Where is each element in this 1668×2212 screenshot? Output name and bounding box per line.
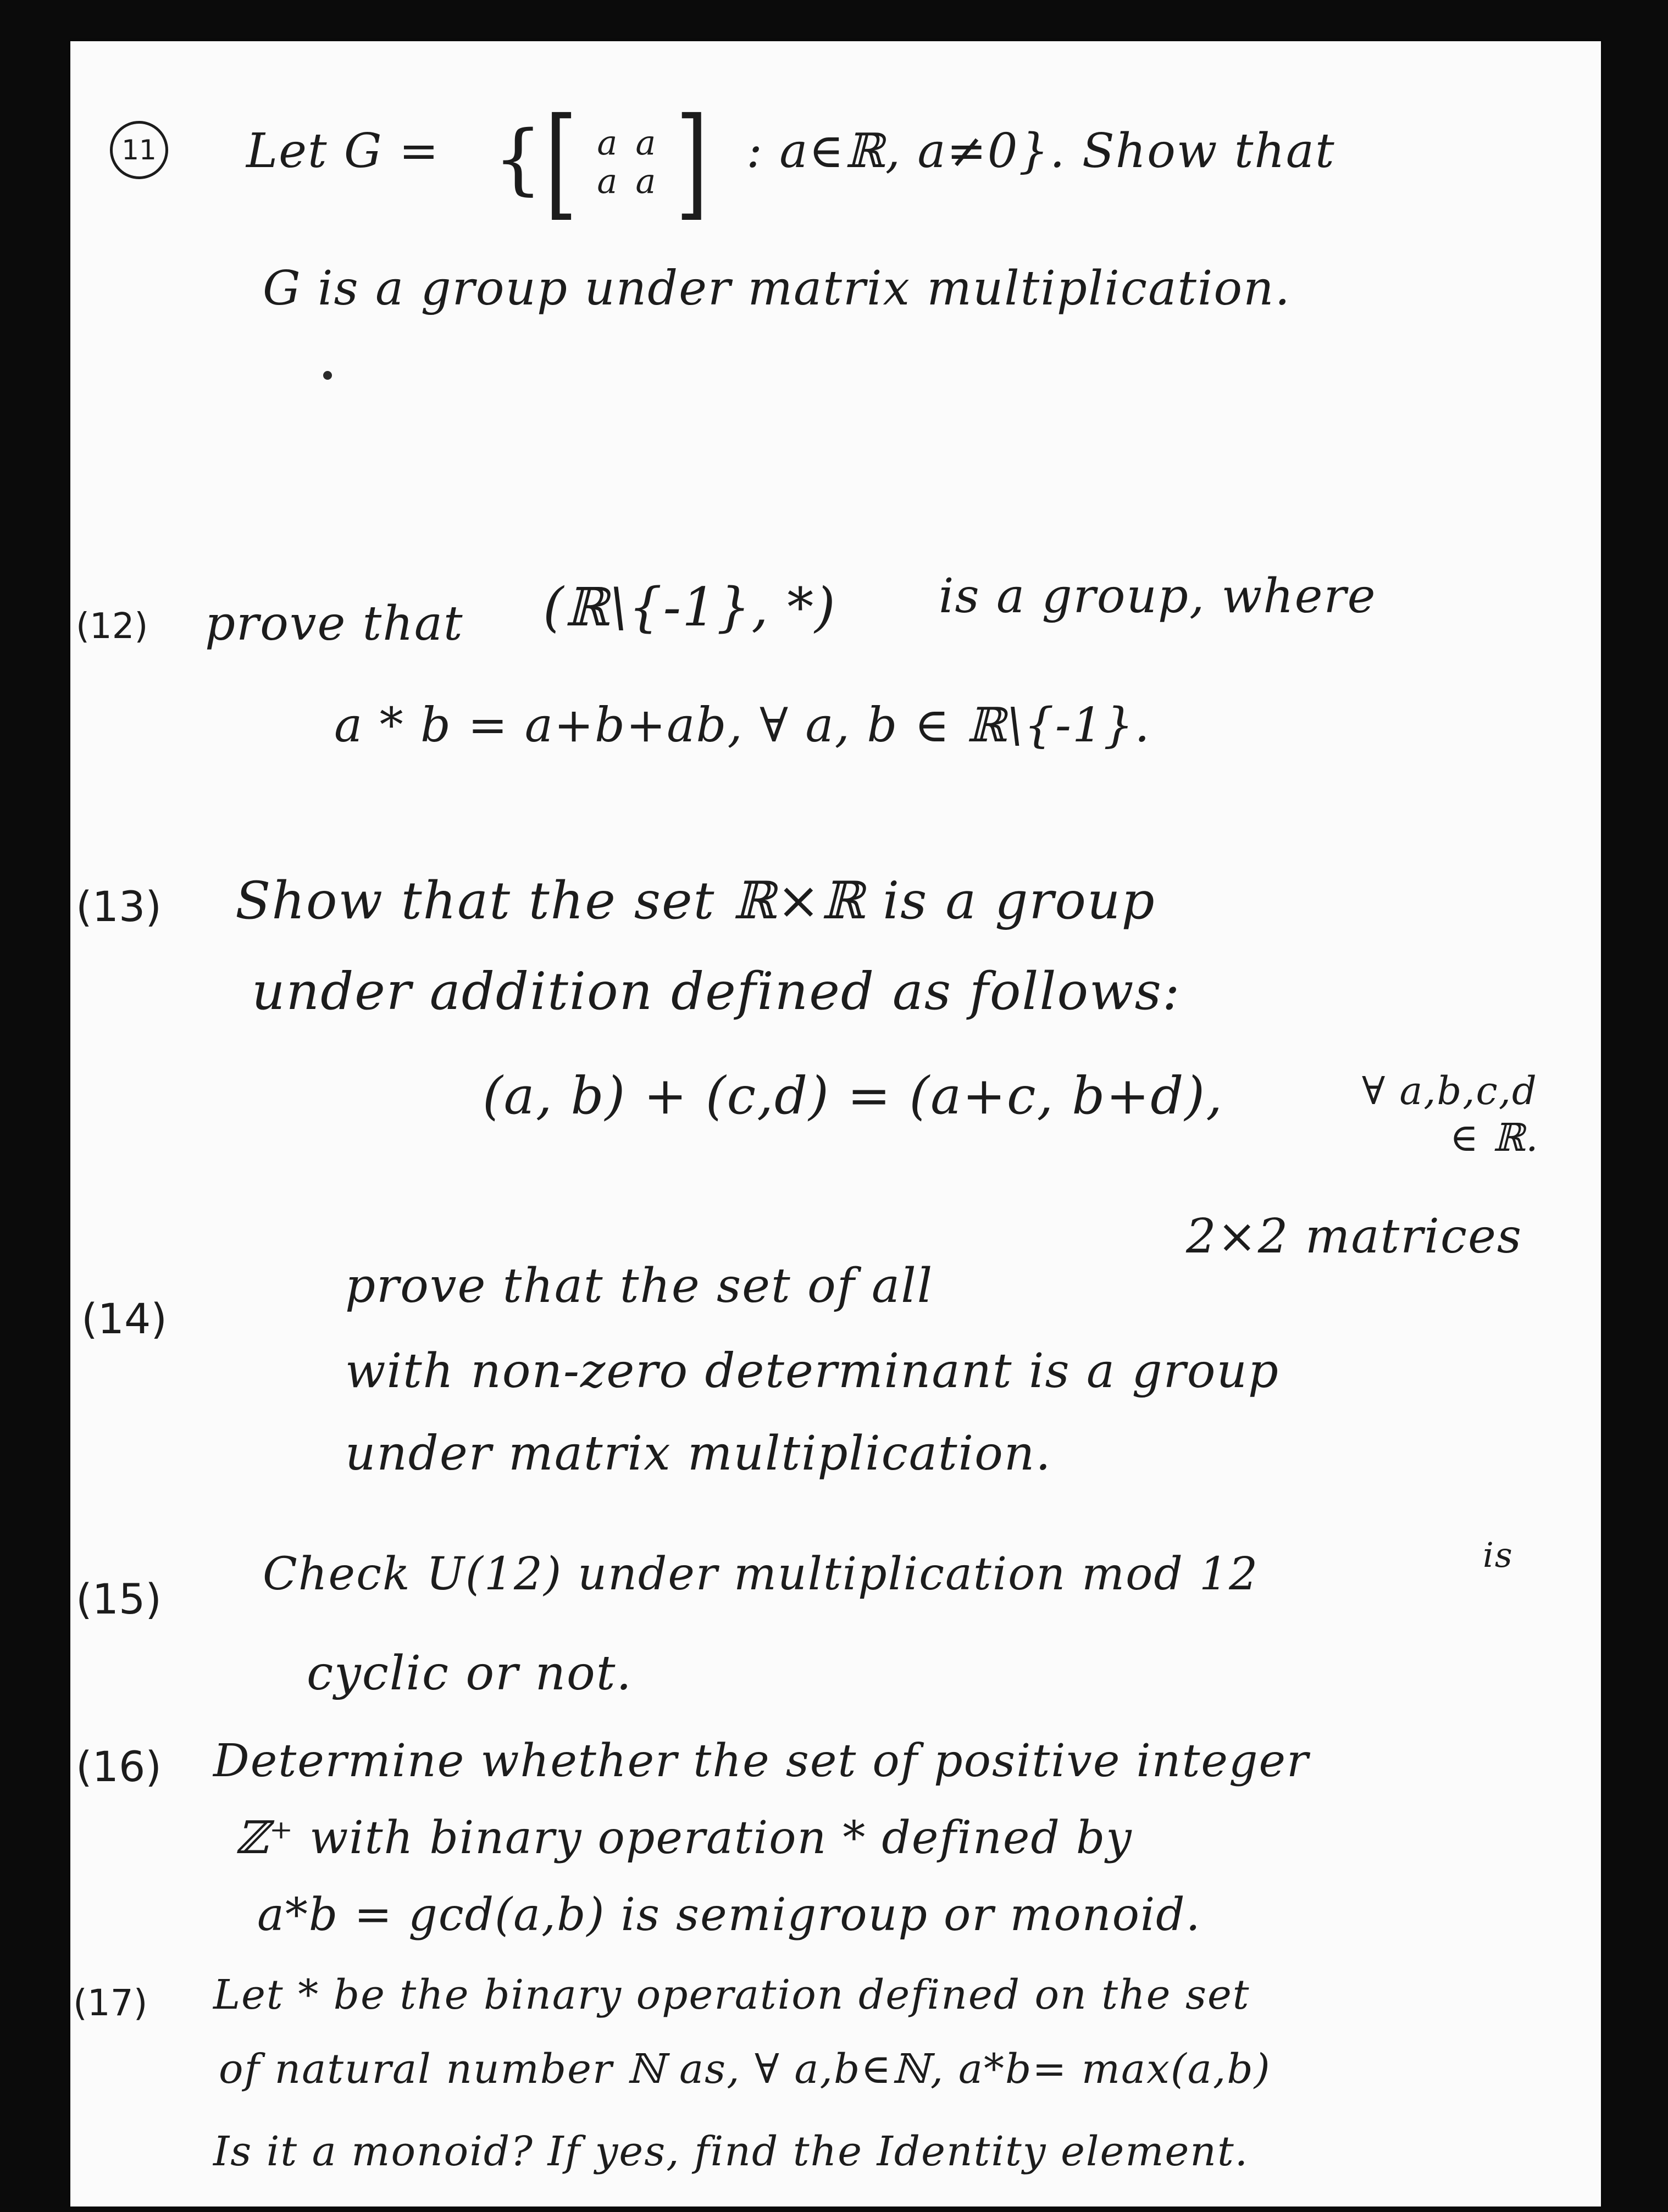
problem-15-line-1-tail: is	[1483, 1535, 1514, 1575]
problem-17-line-3: Is it a monoid? If yes, find the Identity element.	[213, 2128, 1249, 2175]
problem-15-line-2: cyclic or not.	[307, 1646, 633, 1701]
matrix-entry: a	[635, 161, 656, 201]
problem-16-number: (16)	[76, 1742, 162, 1791]
problem-12-line-1a: prove that	[205, 596, 464, 651]
problem-17-line-2: of natural number ℕ as, ∀ a,b∈ℕ, a*b= max(a,b)	[219, 2045, 1271, 2093]
problem-12-line-1b: (ℝ\{-1}, *)	[543, 576, 836, 638]
problem-14-number: (14)	[81, 1294, 168, 1343]
worksheet-page	[70, 41, 1601, 2207]
problem-13-line-3: (a, b) + (c,d) = (a+c, b+d),	[483, 1066, 1223, 1126]
problem-15-line-1: Check U(12) under multiplication mod 12	[263, 1548, 1259, 1600]
problem-11-line-2: G is a group under matrix multiplication.	[263, 261, 1291, 316]
problem-14-line-3: under matrix multiplication.	[345, 1426, 1052, 1481]
pen-dot	[323, 371, 332, 380]
problem-11-lead: Let G =	[246, 124, 440, 179]
problem-13-line-3-tail: ∀ a,b,c,d	[1362, 1068, 1538, 1113]
problem-11-number: 11	[110, 121, 168, 179]
problem-14-line-1a: prove that the set of all	[345, 1259, 934, 1313]
problem-14-line-1b: 2×2 matrices	[1186, 1209, 1523, 1264]
problem-15-number: (15)	[76, 1575, 162, 1623]
problem-11-set-brace: {	[494, 114, 544, 204]
matrix-entry: a	[597, 123, 618, 163]
problem-12-line-1c: is a group, where	[939, 569, 1377, 624]
matrix-entry: a	[635, 123, 656, 163]
problem-13-number: (13)	[76, 882, 162, 931]
problem-16-line-1: Determine whether the set of positive integer	[213, 1735, 1310, 1787]
problem-11-condition: : a∈ℝ, a≠0}. Show that	[746, 124, 1335, 179]
problem-11-matrix: [ a a a a ]	[544, 92, 708, 232]
problem-17-number: (17)	[73, 1982, 148, 2024]
problem-12-line-2: a * b = a+b+ab, ∀ a, b ∈ ℝ\{-1}.	[334, 698, 1151, 753]
problem-13-line-4: ∈ ℝ.	[1450, 1115, 1539, 1160]
matrix-entry: a	[597, 161, 618, 201]
problem-13-line-1: Show that the set ℝ×ℝ is a group	[235, 871, 1156, 931]
problem-16-line-2: ℤ⁺ with binary operation * defined by	[235, 1812, 1133, 1864]
problem-14-line-2: with non-zero determinant is a group	[345, 1344, 1279, 1399]
problem-16-line-3: a*b = gcd(a,b) is semigroup or monoid.	[257, 1889, 1201, 1941]
problem-12-number: (12)	[76, 606, 148, 647]
problem-13-line-2: under addition defined as follows:	[252, 962, 1181, 1022]
problem-17-line-1: Let * be the binary operation defined on the set	[213, 1971, 1250, 2019]
